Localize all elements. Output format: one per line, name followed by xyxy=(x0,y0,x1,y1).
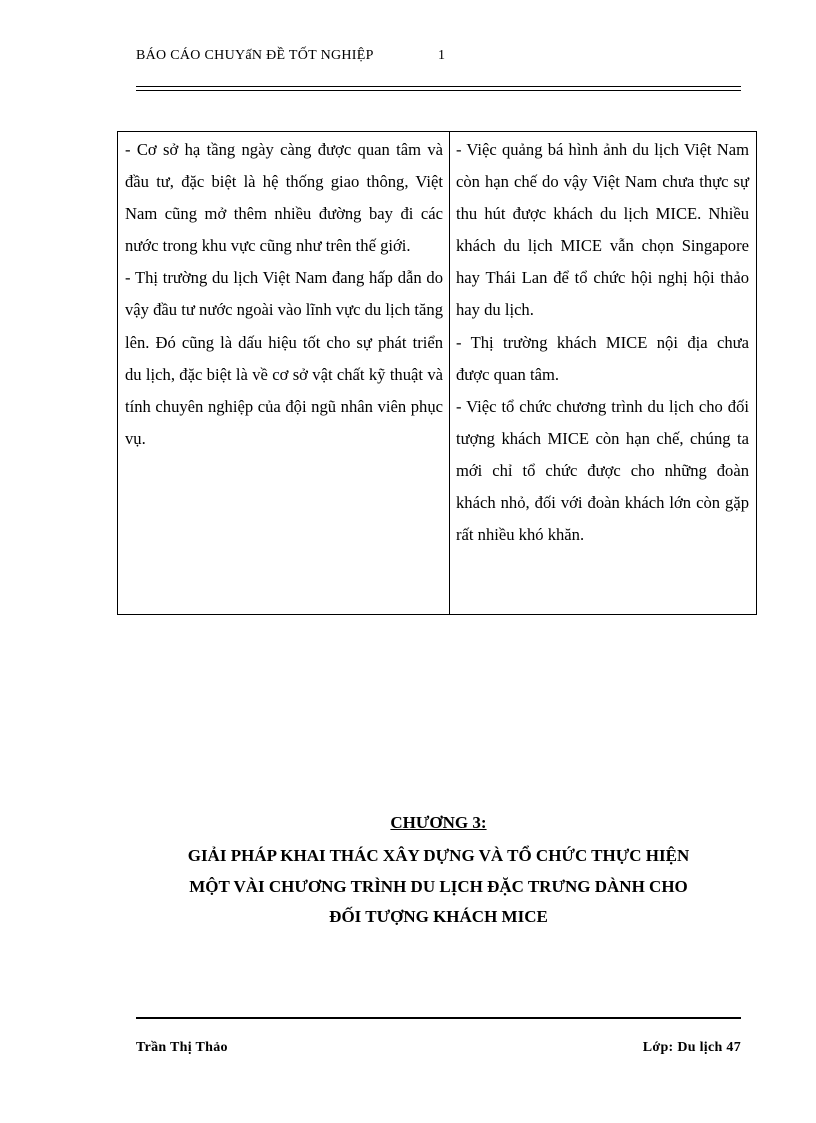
page-number: 1 xyxy=(438,48,445,63)
right-column xyxy=(456,134,749,551)
left-column xyxy=(125,134,443,455)
comparison-table xyxy=(117,131,757,615)
header-title: BÁO CÁO CHUYấN ĐỀ TỐT NGHIỆP xyxy=(136,48,374,63)
right-paragraph: - Việc quảng bá hình ảnh du lịch Việt Nam còn hạn chế do vậy Việt Nam chưa thực sự thu hút được khách du lịch MICE. Nhiều khách du lịch MICE vẫn chọn Singapore hay Thái Lan để tổ chức hội nghị hội thảo hay du lịch. xyxy=(456,140,749,320)
left-paragraph: - Cơ sở hạ tầng ngày càng được quan tâm và đầu tư, đặc biệt là hệ thống giao thông, Việt Nam cũng mở thêm nhiều đường bay đi các nước trong khu vực cũng như trên thế giới. xyxy=(125,140,443,256)
chapter-label: CHƯƠNG 3: xyxy=(390,813,487,832)
left-paragraph: - Thị trường du lịch Việt Nam đang hấp dẫn do vậy đầu tư nước ngoài vào lĩnh vực du lịch tăng lên. Đó cũng là dấu hiệu tốt cho sự phát triển du lịch, đặc biệt là về cơ sở vật chất kỹ thuật và tính chuyên nghiệp của đội ngũ nhân viên phục vụ. xyxy=(125,268,443,448)
chapter-title-line: ĐỐI TƯỢNG KHÁCH MICE xyxy=(329,907,548,926)
header-double-rule xyxy=(136,86,741,91)
chapter-title xyxy=(136,841,741,933)
right-paragraph: - Thị trường khách MICE nội địa chưa được quan tâm. xyxy=(456,332,749,384)
column-divider xyxy=(449,132,450,614)
footer-author: Trần Thị Thảo xyxy=(136,1040,228,1055)
chapter-heading xyxy=(136,810,741,933)
chapter-title-line: MỘT VÀI CHƯƠNG TRÌNH DU LỊCH ĐẶC TRƯNG DÀNH CHO xyxy=(189,876,688,896)
footer-rule xyxy=(136,1017,741,1019)
chapter-title-line: GIẢI PHÁP KHAI THÁC XÂY DỰNG VÀ TỔ CHỨC THỰC HIỆN xyxy=(187,846,690,865)
right-paragraph: - Việc tổ chức chương trình du lịch cho đối tượng khách MICE còn hạn chế, chúng ta mới chỉ tổ chức được cho những đoàn khách nhỏ, đối với đoàn khách lớn còn gặp rất nhiều khó khăn. xyxy=(456,396,749,545)
footer-class: Lớp: Du lịch 47 xyxy=(642,1040,741,1055)
page-header xyxy=(136,48,741,68)
